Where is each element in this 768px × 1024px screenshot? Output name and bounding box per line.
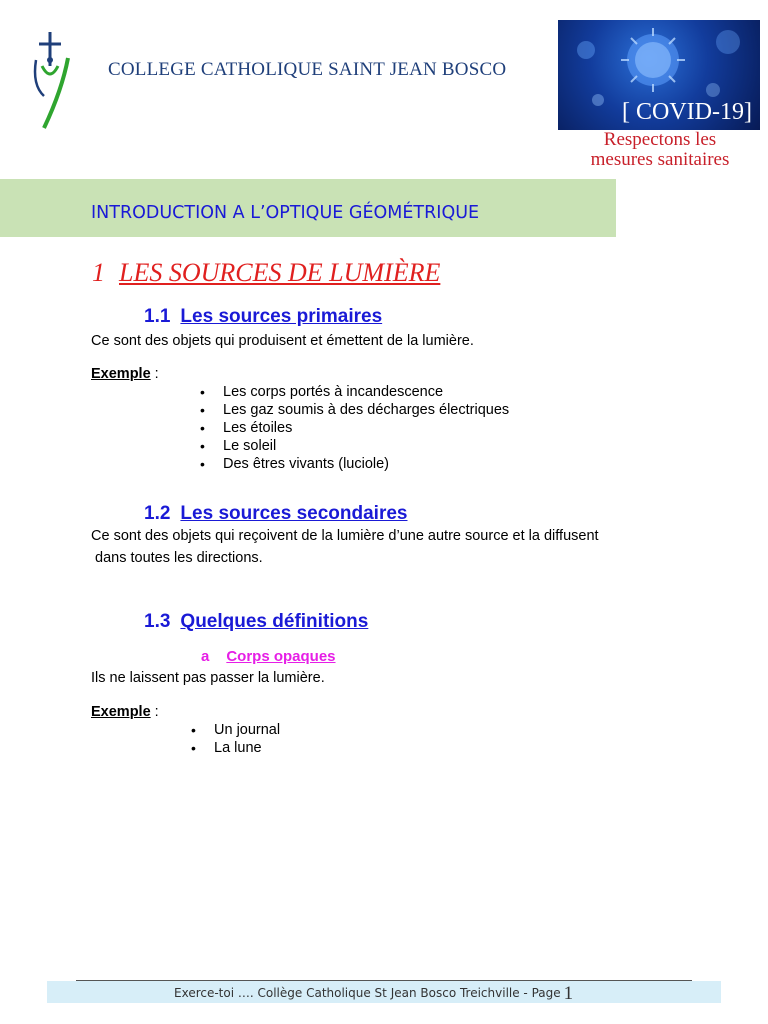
covid-banner-image [558, 20, 760, 130]
list-item: • Les étoiles [223, 419, 509, 437]
footer-text [174, 983, 573, 1005]
subsection-number: 1.1 [144, 306, 171, 327]
list-item: • Des êtres vivants (luciole) [223, 455, 509, 473]
covid-caption [560, 130, 760, 170]
title-band [0, 179, 616, 237]
section-heading [92, 258, 440, 288]
paragraph: Ce sont des objets qui produisent et émettent de la lumière. [91, 333, 474, 349]
example-label [91, 366, 159, 382]
subsection-title: Les sources primaires [180, 306, 383, 327]
footer [47, 981, 721, 1003]
covid-caption-line: Respectons les [603, 129, 717, 150]
subsubsection-heading [201, 648, 336, 665]
paragraph-line: Ce sont des objets qui reçoivent de la lumière d’une autre source et la diffusent [91, 528, 599, 544]
example-label-suffix: : [150, 704, 159, 720]
list-item: • Le soleil [223, 437, 509, 455]
subsection-title: Les sources secondaires [180, 503, 408, 524]
subsection-heading [144, 306, 382, 328]
bullet-list [223, 383, 509, 473]
subsection-heading [144, 611, 368, 633]
subsection-number: 1.2 [144, 503, 171, 524]
paragraph [91, 525, 599, 569]
subsection-title: Quelques définitions [180, 611, 369, 632]
example-label [91, 704, 159, 720]
section-title: LES SOURCES DE LUMIÈRE [119, 258, 441, 287]
list-item: • La lune [214, 739, 280, 757]
paragraph-line: dans toutes les directions. [91, 550, 263, 566]
bullet-list [214, 721, 280, 757]
list-item: • Les corps portés à incandescence [223, 383, 509, 401]
subsection-number: 1.3 [144, 611, 171, 632]
section-number: 1 [92, 258, 105, 287]
paragraph: Ils ne laissent pas passer la lumière. [91, 670, 325, 686]
covid-caption-line: mesures sanitaires [590, 149, 730, 170]
example-label-text: Exemple [91, 366, 151, 382]
example-label-suffix: : [150, 366, 159, 382]
subsubsection-letter: a [201, 648, 210, 665]
page-number: 1 [563, 983, 574, 1004]
example-label-text: Exemple [91, 704, 151, 720]
subsection-heading [144, 503, 408, 525]
footer-label: Exerce-toi …. Collège Catholique St Jean Bosco Treichville - Page [174, 986, 561, 1000]
covid-tag: [ COVID-19] [622, 99, 752, 125]
list-item: • Les gaz soumis à des décharges électriques [223, 401, 509, 419]
school-name: COLLEGE CATHOLIQUE SAINT JEAN BOSCO [108, 59, 507, 80]
list-item: • Un journal [214, 721, 280, 739]
cross-logo-icon [28, 30, 80, 130]
subsubsection-title: Corps opaques [226, 648, 336, 665]
document-title: INTRODUCTION A L’OPTIQUE GÉOMÉTRIQUE [91, 203, 480, 223]
